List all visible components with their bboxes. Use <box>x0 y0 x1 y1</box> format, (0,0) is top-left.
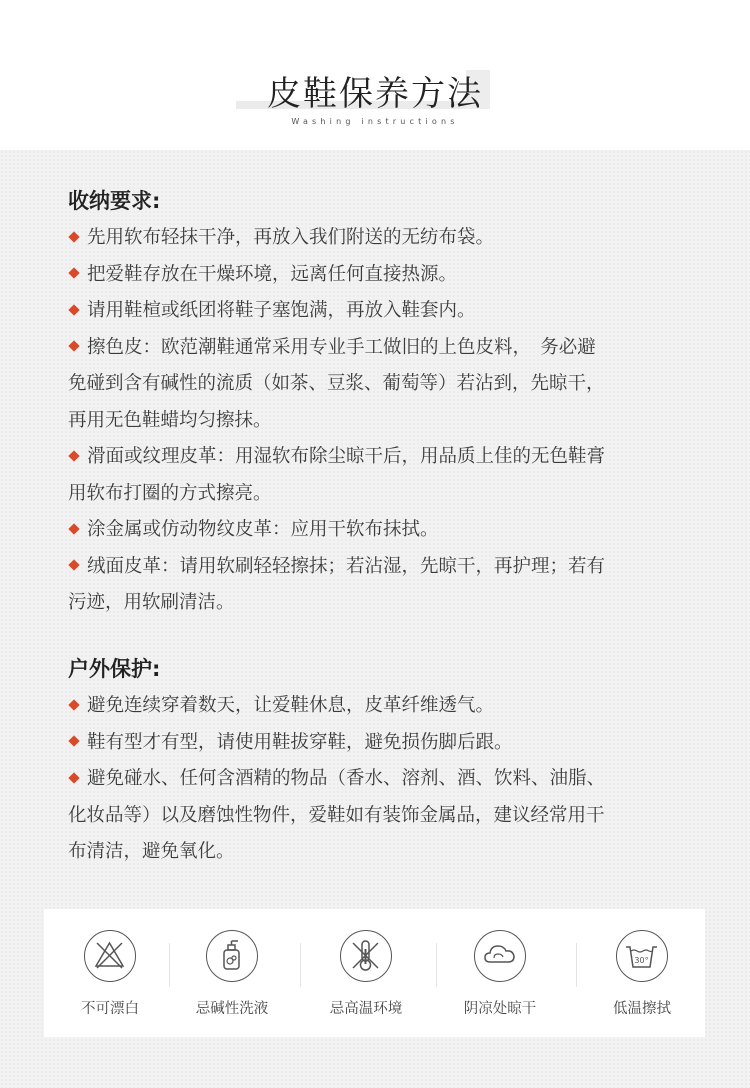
no-alkaline-detergent-icon <box>206 930 258 982</box>
care-icon-label: 忌碱性洗液 <box>195 1001 269 1017</box>
storage-item-continuation: 免碰到含有碱性的流质（如茶、豆浆、葡萄等）若沾到，先晾干， <box>68 373 605 394</box>
diamond-bullet-icon <box>68 340 79 351</box>
diamond-bullet-icon <box>68 304 79 315</box>
storage-item-continuation: 再用无色鞋蜡均匀擦抹。 <box>68 409 272 431</box>
page-title: 皮鞋保养方法 <box>267 74 483 114</box>
page-subtitle: Washing instructions <box>291 117 459 126</box>
outdoor-section <box>68 654 688 871</box>
diamond-bullet-icon <box>68 735 79 746</box>
outdoor-item: 避免碰水、任何含酒精的物品（香水、溶剂、酒、饮料、油脂、 <box>68 761 688 798</box>
outdoor-item: 避免连续穿着数天，让爱鞋休息，皮革纤维透气。 <box>68 688 688 725</box>
care-icon-shade-dry <box>434 909 566 1037</box>
storage-item: 绒面皮革：请用软刷轻轻擦抹；若沾湿，先晾干，再护理；若有 <box>68 549 688 586</box>
outdoor-section-title: 户外保护: <box>68 657 161 681</box>
storage-item: 涂金属或仿动物纹皮革：应用干软布抹拭。 <box>68 512 688 549</box>
storage-section <box>68 186 688 622</box>
storage-item: 擦色皮：欧范潮鞋通常采用专业手工做旧的上色皮料， 务必避 <box>68 330 688 367</box>
outdoor-item: 鞋有型才有型，请使用鞋拔穿鞋，避免损伤脚后跟。 <box>68 725 688 762</box>
diamond-bullet-icon <box>68 450 79 461</box>
care-icon-label: 阴凉处晾干 <box>463 1001 537 1017</box>
shade-dry-icon <box>474 930 526 982</box>
storage-item-continuation: 污迹，用软刷清洁。 <box>68 592 235 613</box>
care-icon-no-high-temperature <box>300 909 432 1037</box>
header <box>0 0 750 150</box>
care-icon-low-temperature-wipe <box>576 909 708 1037</box>
storage-item: 先用软布轻抹干净，再放入我们附送的无纺布袋。 <box>68 220 688 257</box>
diamond-bullet-icon <box>68 267 79 278</box>
outdoor-item-continuation: 布清洁，避免氧化。 <box>68 841 235 862</box>
care-icon-label: 忌高温环境 <box>329 1001 403 1017</box>
care-icon-label: 不可漂白 <box>81 1001 139 1017</box>
care-icons-panel <box>44 909 705 1037</box>
outdoor-item-continuation: 化妆品等）以及磨蚀性物件，爱鞋如有装饰金属品，建议经常用干 <box>68 804 605 826</box>
storage-item: 把爱鞋存放在干燥环境，远离任何直接热源。 <box>68 257 688 294</box>
no-high-temperature-icon <box>340 930 392 982</box>
diamond-bullet-icon <box>68 772 79 783</box>
storage-item: 滑面或纹理皮革：用湿软布除尘晾干后，用品质上佳的无色鞋膏 <box>68 439 688 476</box>
diamond-bullet-icon <box>68 559 79 570</box>
storage-item: 请用鞋楦或纸团将鞋子塞饱满，再放入鞋套内。 <box>68 293 688 330</box>
svg-text:30°: 30° <box>634 956 649 965</box>
low-temperature-wipe-icon <box>616 930 668 982</box>
care-icon-no-bleach <box>44 909 176 1037</box>
care-icon-label: 低温擦拭 <box>613 1001 671 1017</box>
diamond-bullet-icon <box>68 523 79 534</box>
diamond-bullet-icon <box>68 699 79 710</box>
storage-item-continuation: 用软布打圈的方式擦亮。 <box>68 482 272 504</box>
storage-section-title: 收纳要求: <box>68 189 161 213</box>
care-icon-no-alkaline <box>166 909 298 1037</box>
diamond-bullet-icon <box>68 231 79 242</box>
no-bleach-icon <box>84 930 136 982</box>
